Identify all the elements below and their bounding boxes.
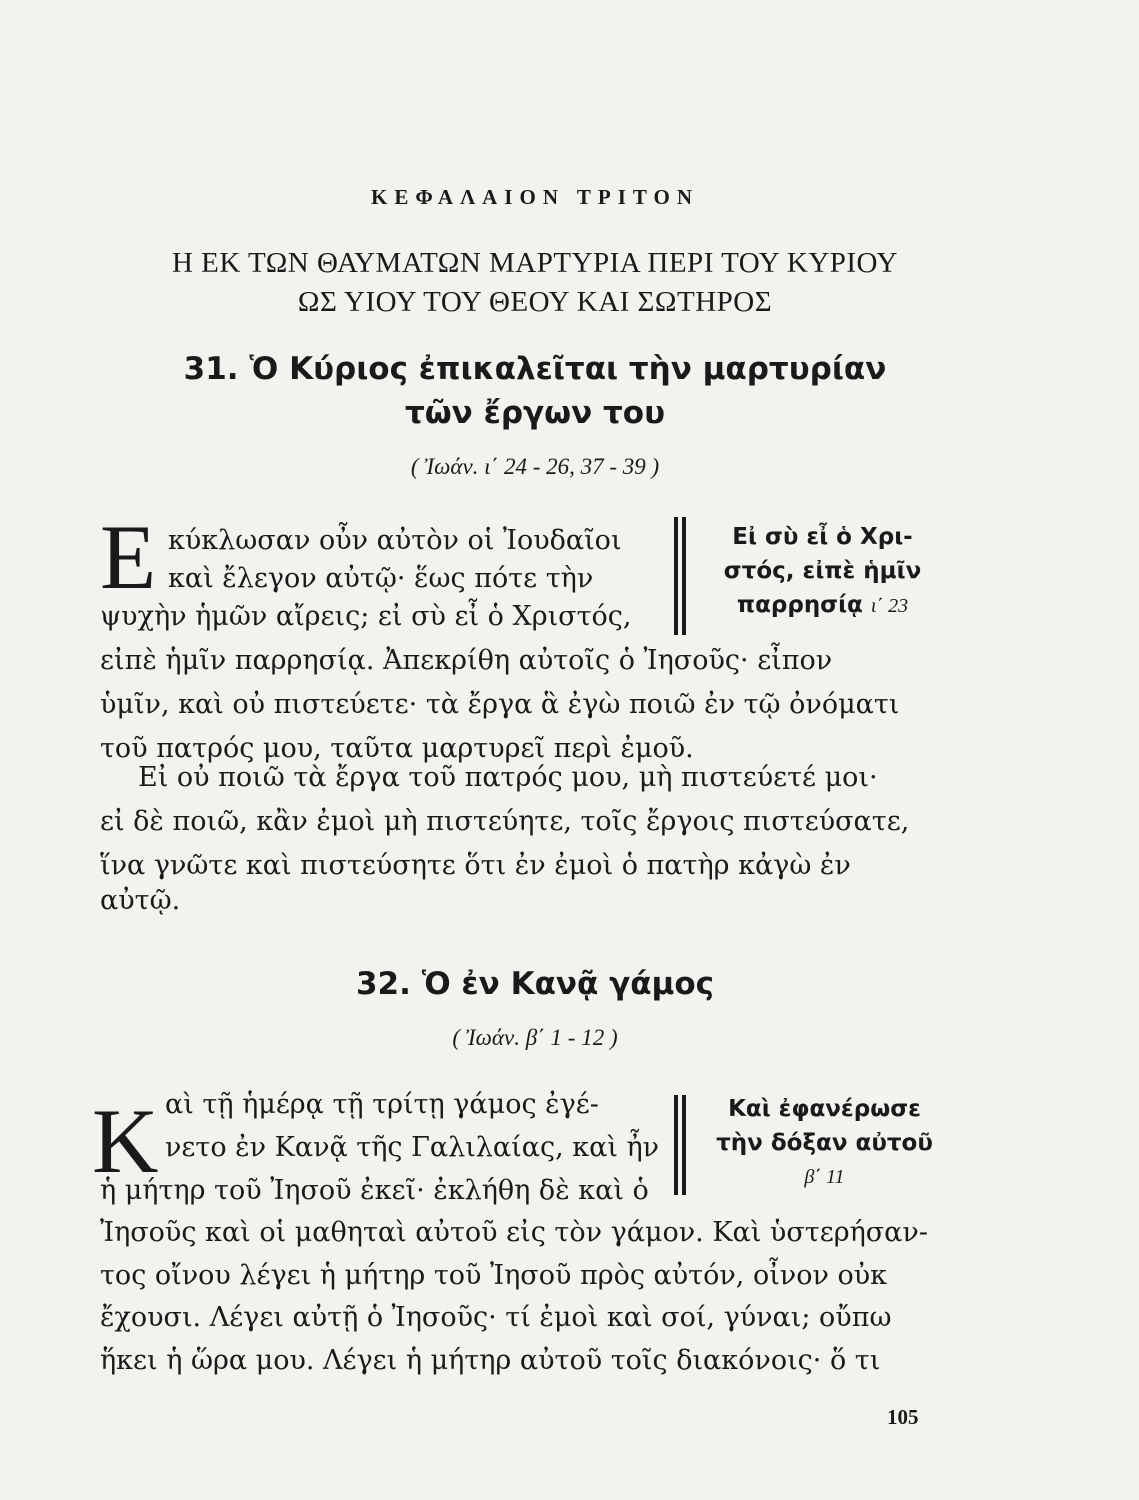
section-32-line-5: τος οἴνου λέγει ἡ μήτηρ τοῦ Ἰησοῦ πρὸς αὐτόν, οἶνον οὐκ [100, 1260, 888, 1291]
section-32-line-7: ἥκει ἡ ὥρα μου. Λέγει ἡ μήτηρ αὐτοῦ τοῖς διακόνοις· ὅ τι [100, 1345, 881, 1376]
section-31-title-line-1: 31. Ὁ Κύριος ἐπικαλεῖται τὴν μαρτυρίαν [183, 351, 887, 387]
section-32-line-2: νετο ἐν Κανᾷ τῆς Γαλιλαίας, καὶ ἦν [165, 1132, 660, 1163]
margin-note-line: στός, εἰπὲ ἡμῖν [723, 558, 922, 584]
margin-rule [682, 517, 686, 635]
margin-note-reference: β΄ 11 [804, 1166, 845, 1188]
section-31-margin-note [700, 520, 945, 623]
section-31-title-line-2: τῶν ἔργων του [404, 395, 666, 431]
section-31-line-3: ψυχὴν ἡμῶν αἴρεις; εἰ σὺ εἶ ὁ Χριστός, [100, 601, 632, 632]
section-32-line-1: αὶ τῇ ἡμέρᾳ τῇ τρίτῃ γάμος ἐγέ- [165, 1089, 599, 1120]
margin-rule [674, 517, 678, 635]
section-31-line-7: Εἰ οὐ ποιῶ τὰ ἔργα τοῦ πατρός μου, μὴ πιστεύετέ μοι· [138, 762, 878, 793]
page-number: 105 [887, 1405, 919, 1429]
section-32-line-6: ἔχουσι. Λέγει αὐτῇ ὁ Ἰησοῦς· τί ἐμοὶ καὶ σοί, γύναι; οὔπω [100, 1302, 892, 1333]
section-31-drop-cap: Ε [100, 506, 157, 608]
section-32-drop-cap: Κ [92, 1090, 159, 1192]
section-31-line-4: εἰπὲ ἡμῖν παρρησίᾳ. Ἀπεκρίθη αὐτοῖς ὁ Ἰησοῦς· εἶπον [100, 645, 833, 676]
section-31-line-2: καὶ ἔλεγον αὐτῷ· ἕως πότε τὴν [168, 563, 594, 594]
chapter-subtitle-line-1: Η ΕΚ ΤΩΝ ΘΑΥΜΑΤΩΝ ΜΑΡΤΥΡΙΑ ΠΕΡΙ ΤΟΥ ΚΥΡΙΟΥ [171, 247, 898, 279]
section-31-line-1: κύκλωσαν οὖν αὐτὸν οἱ Ἰουδαῖοι [168, 525, 622, 556]
margin-rule [682, 1095, 686, 1195]
section-31-line-10: αὐτῷ. [100, 885, 181, 916]
section-31-line-6: τοῦ πατρός μου, ταῦτα μαρτυρεῖ περὶ ἐμοῦ. [100, 733, 694, 764]
chapter-subtitle-line-2: ΩΣ ΥΙΟΥ ΤΟΥ ΘΕΟΥ ΚΑΙ ΣΩΤΗΡΟΣ [297, 286, 773, 318]
section-31-line-9: ἵνα γνῶτε καὶ πιστεύσητε ὅτι ἐν ἐμοὶ ὁ πατὴρ κἀγὼ ἐν [100, 850, 851, 881]
section-32-line-4: Ἰησοῦς καὶ οἱ μαθηταὶ αὐτοῦ εἰς τὸν γάμον. Καὶ ὑστερήσαν- [100, 1217, 928, 1248]
section-31-line-8: εἰ δὲ ποιῶ, κἂν ἐμοὶ μὴ πιστεύητε, τοῖς ἔργοις πιστεύσατε, [100, 806, 910, 837]
margin-note-line: Καὶ ἐφανέρωσε [728, 1096, 921, 1122]
section-31-line-5: ὑμῖν, καὶ οὐ πιστεύετε· τὰ ἔργα ἃ ἐγὼ ποιῶ ἐν τῷ ὀνόματι [100, 689, 900, 720]
margin-note-text: παρρησίᾳ [736, 592, 863, 618]
margin-note-line: τὴν δόξαν αὐτοῦ [716, 1130, 933, 1156]
section-32-title: 32. Ὁ ἐν Κανᾷ γάμος [355, 966, 714, 1002]
margin-note-line [700, 588, 945, 623]
section-32-line-3: ἡ μήτηρ τοῦ Ἰησοῦ ἐκεῖ· ἐκλήθη δὲ καὶ ὁ [100, 1175, 649, 1206]
section-32-margin-note [702, 1092, 947, 1194]
margin-note-reference: ι΄ 23 [870, 595, 909, 617]
margin-note-line: Εἰ σὺ εἶ ὁ Χρι- [732, 524, 913, 550]
section-31-reference: ( Ἰωάν. ι΄ 24 - 26, 37 - 39 ) [410, 454, 660, 479]
section-32-reference: ( Ἰωάν. β΄ 1 - 12 ) [452, 1025, 618, 1050]
chapter-heading: ΚΕΦΑΛΑΙΟΝ ΤΡΙΤΟΝ [371, 185, 699, 209]
margin-rule [674, 1095, 678, 1195]
